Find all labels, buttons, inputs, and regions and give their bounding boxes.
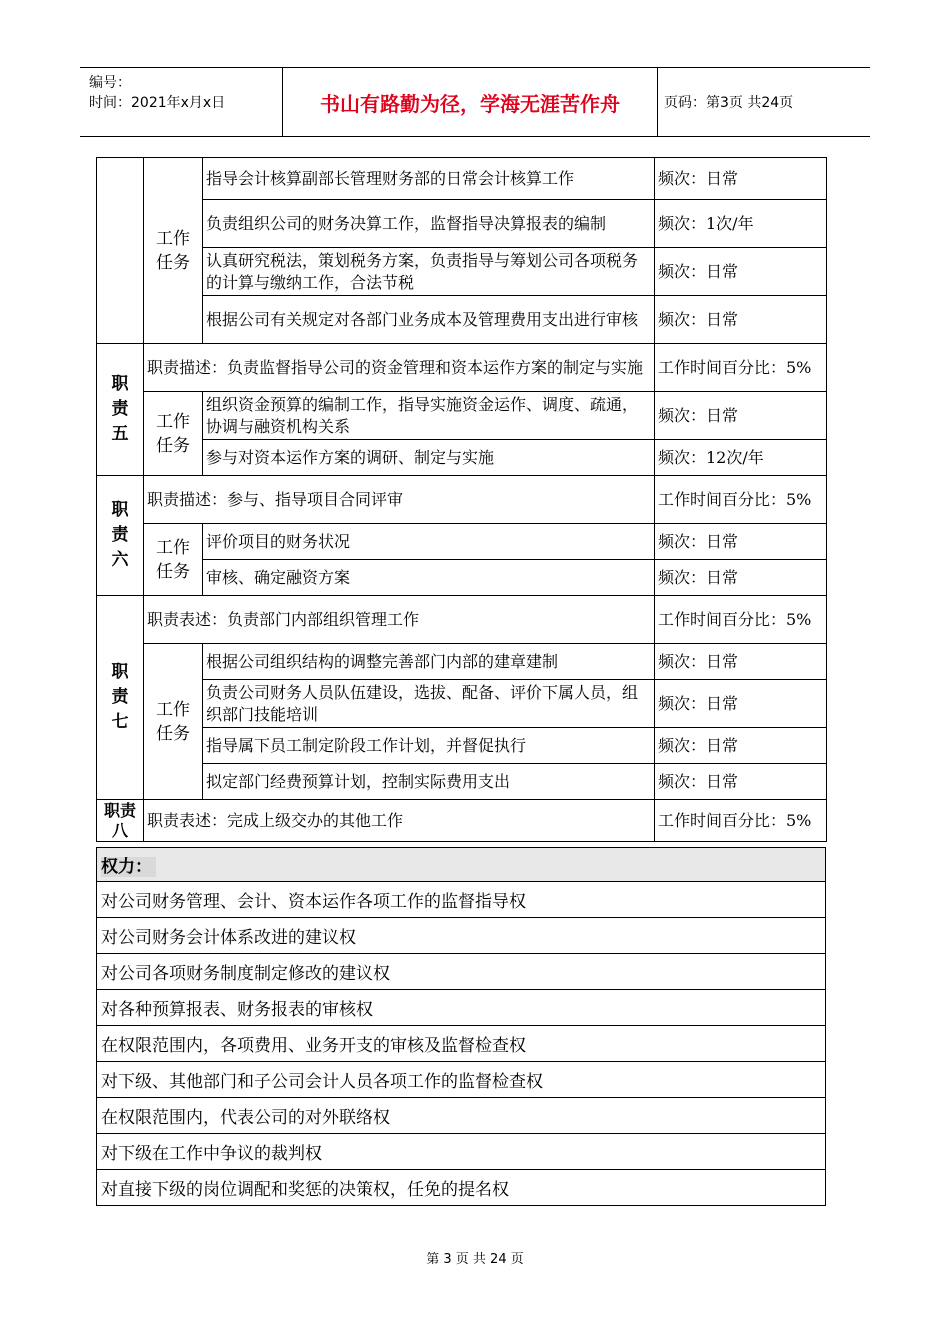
duty8-time-pct: 工作时间百分比：5% <box>655 800 827 842</box>
power-item: 对各种预算报表、财务报表的审核权 <box>97 990 826 1026</box>
table-row <box>97 728 827 764</box>
table-row <box>97 158 827 200</box>
page-footer: 第 3 页 共 24 页 <box>426 1252 524 1267</box>
power-item: 对直接下级的岗位调配和奖惩的决策权，任免的提名权 <box>97 1170 826 1206</box>
table-row <box>97 1170 826 1206</box>
duty6-task-label: 工作 任务 <box>144 524 203 596</box>
table-row <box>97 990 826 1026</box>
duty4-task-label: 工作 任务 <box>144 158 203 344</box>
duty6-time-pct: 工作时间百分比：5% <box>655 476 827 524</box>
table-row <box>97 560 827 596</box>
duty6-task-2: 审核、确定融资方案 <box>203 560 655 596</box>
duty4-task-2: 负责组织公司的财务决算工作，监督指导决算报表的编制 <box>203 200 655 248</box>
power-item: 对下级在工作中争议的裁判权 <box>97 1134 826 1170</box>
duty7-description: 职责表述：负责部门内部组织管理工作 <box>144 596 655 644</box>
duty5-time-pct: 工作时间百分比：5% <box>655 344 827 392</box>
duty4-task-4-freq: 频次：日常 <box>655 296 827 344</box>
duty4-task-2-freq: 频次：1次/年 <box>655 200 827 248</box>
page-header <box>80 67 870 137</box>
duty5-label: 职 责 五 <box>97 344 144 476</box>
header-page-info: 页码：第3页 共24页 <box>664 95 794 111</box>
table-row <box>97 918 826 954</box>
power-item: 对公司财务会计体系改进的建议权 <box>97 918 826 954</box>
duty7-task-4: 拟定部门经费预算计划，控制实际费用支出 <box>203 764 655 800</box>
duty5-task-2-freq: 频次：12次/年 <box>655 440 827 476</box>
duty5-task-2: 参与对资本运作方案的调研、制定与实施 <box>203 440 655 476</box>
duty7-task-4-freq: 频次：日常 <box>655 764 827 800</box>
duty4-task-3: 认真研究税法，策划税务方案，负责指导与筹划公司各项税务的计算与缴纳工作，合法节税 <box>203 248 655 296</box>
table-row <box>97 476 827 524</box>
table-row <box>97 344 827 392</box>
table-row <box>97 764 827 800</box>
table-row <box>97 596 827 644</box>
duty6-description: 职责描述：参与、指导项目合同评审 <box>144 476 655 524</box>
power-item: 对公司各项财务制度制定修改的建议权 <box>97 954 826 990</box>
powers-title: 权力： <box>97 848 826 882</box>
table-row <box>97 954 826 990</box>
duty7-time-pct: 工作时间百分比：5% <box>655 596 827 644</box>
table-row <box>97 524 827 560</box>
power-item: 在权限范围内，代表公司的对外联络权 <box>97 1098 826 1134</box>
date-label: 时间：2021年x月x日 <box>89 95 226 111</box>
powers-header-row <box>97 848 826 882</box>
duty7-task-label: 工作 任务 <box>144 644 203 800</box>
table-row <box>97 1062 826 1098</box>
duty8-label: 职责 八 <box>97 800 144 842</box>
duty5-description: 职责描述：负责监督指导公司的资金管理和资本运作方案的制定与实施 <box>144 344 655 392</box>
powers-table <box>96 847 826 1206</box>
duties-table <box>96 157 827 842</box>
duty6-label: 职 责 六 <box>97 476 144 596</box>
duty7-task-3: 指导属下员工制定阶段工作计划，并督促执行 <box>203 728 655 764</box>
table-row <box>97 1098 826 1134</box>
duty5-task-1: 组织资金预算的编制工作，指导实施资金运作、调度、疏通，协调与融资机构关系 <box>203 392 655 440</box>
table-row <box>97 680 827 728</box>
duty7-task-1-freq: 频次：日常 <box>655 644 827 680</box>
duty7-task-2-freq: 频次：日常 <box>655 680 827 728</box>
table-row <box>97 392 827 440</box>
table-row <box>97 1134 826 1170</box>
table-row <box>97 440 827 476</box>
duty6-task-2-freq: 频次：日常 <box>655 560 827 596</box>
duty8-description: 职责表述：完成上级交办的其他工作 <box>144 800 655 842</box>
table-row <box>97 248 827 296</box>
duty5-task-label: 工作 任务 <box>144 392 203 476</box>
power-item: 对公司财务管理、会计、资本运作各项工作的监督指导权 <box>97 882 826 918</box>
duty4-task-1: 指导会计核算副部长管理财务部的日常会计核算工作 <box>203 158 655 200</box>
table-row <box>97 882 826 918</box>
duty5-task-1-freq: 频次：日常 <box>655 392 827 440</box>
power-item: 对下级、其他部门和子公司会计人员各项工作的监督检查权 <box>97 1062 826 1098</box>
duty7-task-1: 根据公司组织结构的调整完善部门内部的建章建制 <box>203 644 655 680</box>
header-meta <box>80 68 282 136</box>
duty4-task-3-freq: 频次：日常 <box>655 248 827 296</box>
serial-label: 编号： <box>89 75 131 91</box>
duty6-task-1-freq: 频次：日常 <box>655 524 827 560</box>
duty7-task-2: 负责公司财务人员队伍建设，选拔、配备、评价下属人员，组织部门技能培训 <box>203 680 655 728</box>
duty4-task-4: 根据公司有关规定对各部门业务成本及管理费用支出进行审核 <box>203 296 655 344</box>
duty7-task-3-freq: 频次：日常 <box>655 728 827 764</box>
table-row <box>97 800 827 842</box>
duty7-label: 职 责 七 <box>97 596 144 800</box>
duty6-task-1: 评价项目的财务状况 <box>203 524 655 560</box>
table-row <box>97 296 827 344</box>
table-row <box>97 1026 826 1062</box>
table-row <box>97 644 827 680</box>
duty4-task-1-freq: 频次：日常 <box>655 158 827 200</box>
header-motto: 书山有路勤为径，学海无涯苦作舟 <box>282 68 658 136</box>
table-row <box>97 200 827 248</box>
duty4-label-cell <box>97 158 144 344</box>
power-item: 在权限范围内，各项费用、业务开支的审核及监督检查权 <box>97 1026 826 1062</box>
